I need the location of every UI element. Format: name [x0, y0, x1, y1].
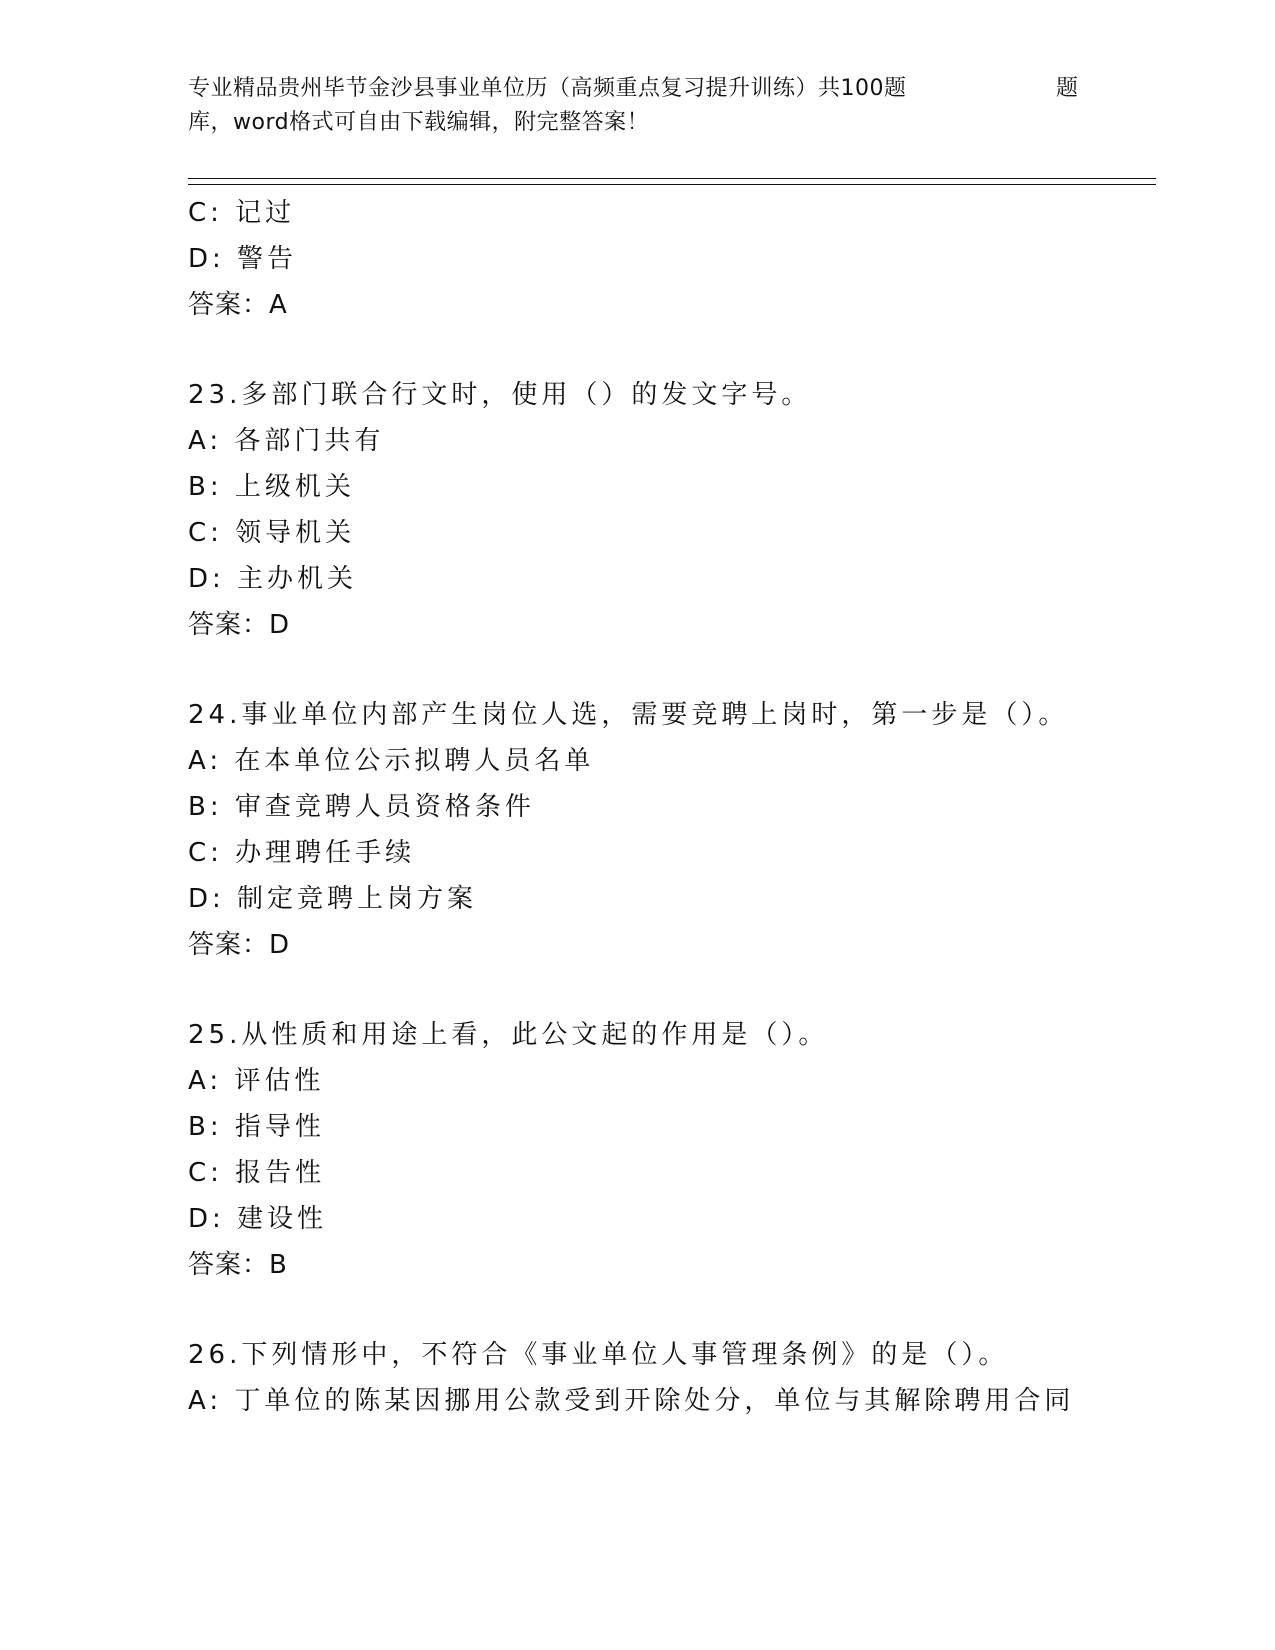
header-title-overflow: 题 [1056, 76, 1079, 101]
header-divider-bottom [188, 184, 1156, 185]
option-text: D: 建设性 [188, 1204, 328, 1234]
option-text: D: 制定竞聘上岗方案 [188, 884, 478, 914]
answer-text: 答案：A [188, 290, 288, 320]
spacer [188, 968, 1148, 1012]
option-text: C: 报告性 [188, 1158, 326, 1188]
question-content [188, 190, 1148, 1424]
header-title-line-1 [188, 72, 1088, 106]
header-divider-top [188, 178, 1156, 179]
option-text: B: 指导性 [188, 1112, 325, 1142]
option-text: C: 领导机关 [188, 518, 356, 548]
spacer [188, 328, 1148, 372]
option-text: C: 办理聘任手续 [188, 838, 416, 868]
answer-text: 答案：D [188, 930, 291, 960]
option-text: A: 丁单位的陈某因挪用公款受到开除处分，单位与其解除聘用合同 [188, 1386, 1075, 1416]
option-text: D: 主办机关 [188, 564, 358, 594]
option-text: A: 在本单位公示拟聘人员名单 [188, 746, 595, 776]
spacer [188, 648, 1148, 692]
option-text: A: 评估性 [188, 1066, 325, 1096]
header-title-line-2: 库，word格式可自由下载编辑，附完整答案！ [188, 110, 650, 135]
header-title-text: 专业精品贵州毕节金沙县事业单位历（高频重点复习提升训练）共100题 [188, 76, 907, 101]
answer-text: 答案：D [188, 610, 291, 640]
option-text: A: 各部门共有 [188, 426, 385, 456]
question-text: 23.多部门联合行文时，使用（）的发文字号。 [188, 380, 812, 410]
option-text: C: 记过 [188, 198, 296, 228]
spacer [188, 1288, 1148, 1332]
question-text: 24.事业单位内部产生岗位人选，需要竞聘上岗时，第一步是（）。 [188, 700, 1069, 730]
question-text: 26.下列情形中，不符合《事业单位人事管理条例》的是（）。 [188, 1340, 1009, 1370]
answer-text: 答案：B [188, 1250, 288, 1280]
question-text: 25.从性质和用途上看，此公文起的作用是（）。 [188, 1020, 829, 1050]
option-text: B: 审查竞聘人员资格条件 [188, 792, 535, 822]
option-text: B: 上级机关 [188, 472, 355, 502]
document-header [188, 72, 1088, 140]
option-text: D: 警告 [188, 244, 298, 274]
